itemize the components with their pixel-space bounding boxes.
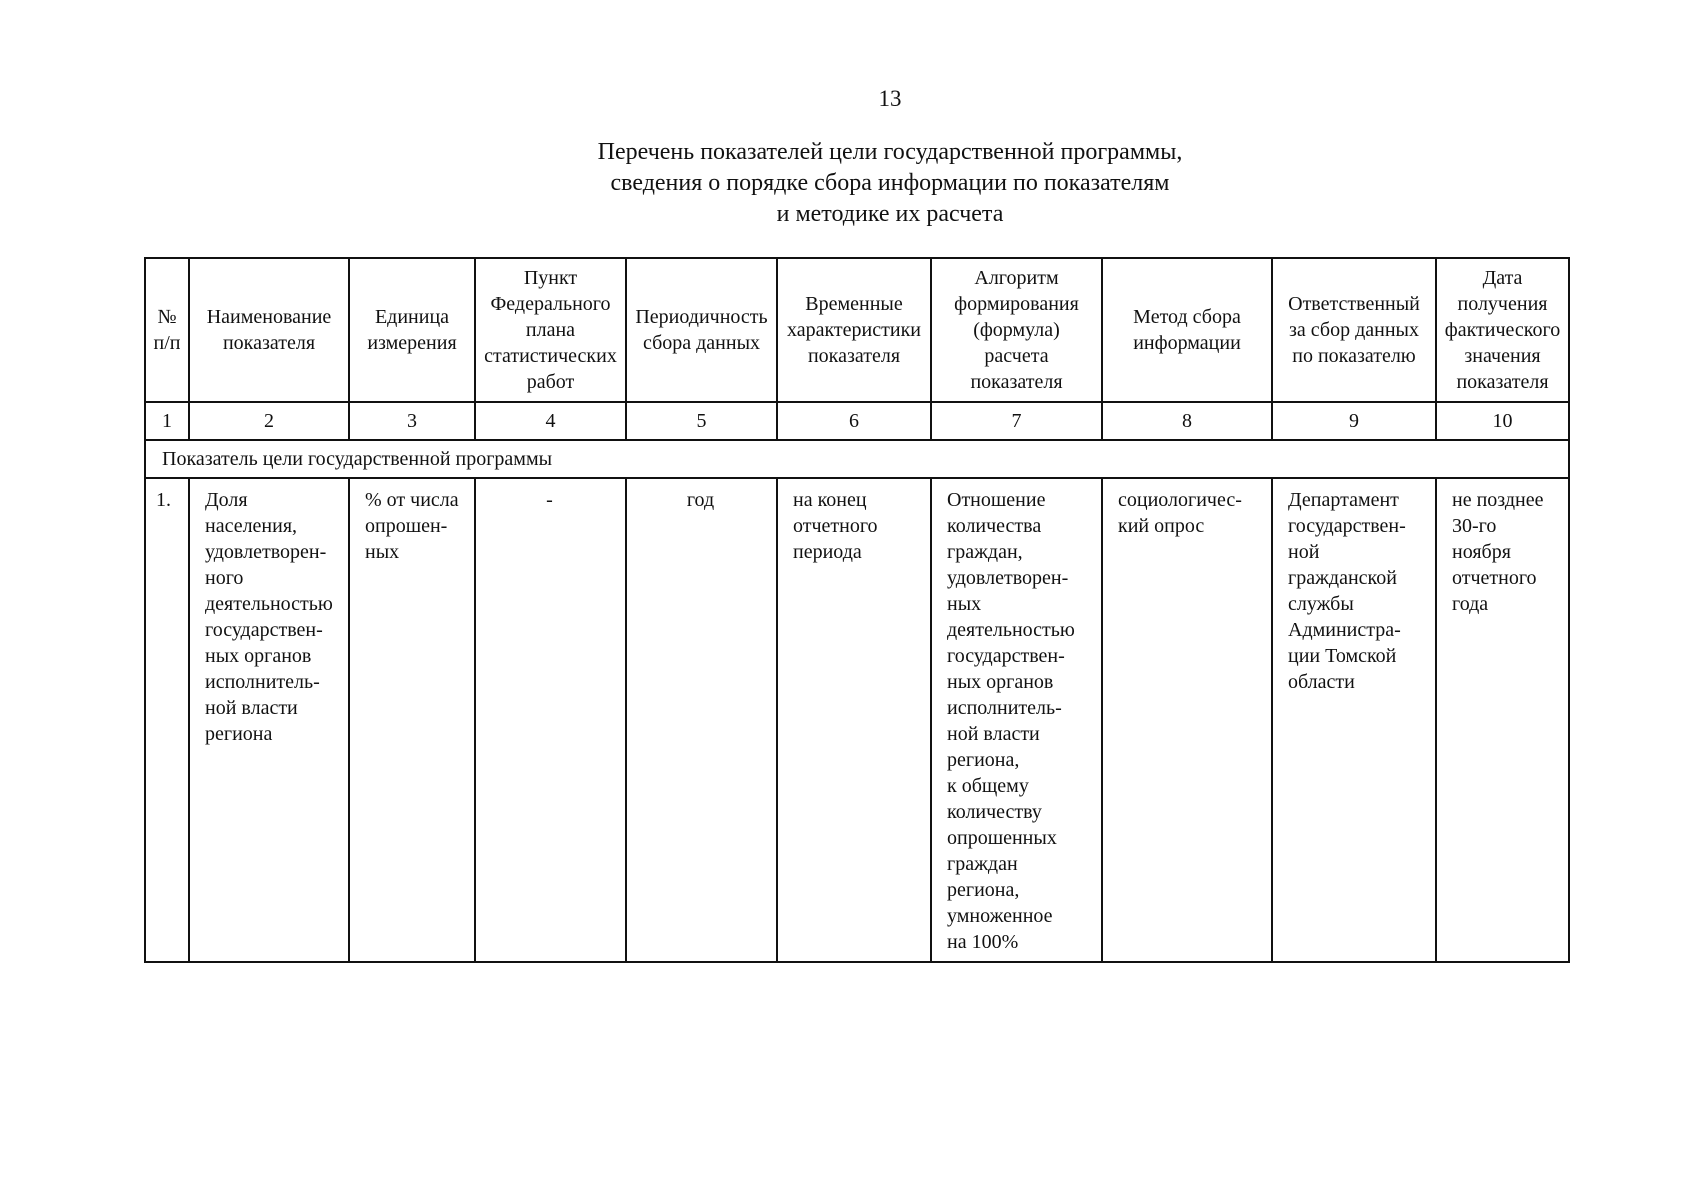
federal-plan-item-cell: - (475, 478, 626, 962)
indicators-table (144, 257, 1570, 963)
collection-method-cell: социологичес- кий опрос (1102, 478, 1272, 962)
header-indicator-name: Наименование показателя (189, 258, 349, 402)
column-number: 1 (145, 402, 189, 440)
header-algorithm: Алгоритм формирования (формула) расчета показателя (931, 258, 1102, 402)
title-line: Перечень показателей цели государственной программы, (597, 139, 1183, 165)
section-label: Показатель цели государственной программы (145, 440, 1569, 478)
column-number: 10 (1436, 402, 1569, 440)
header-number: № п/п (145, 258, 189, 402)
date-received-cell: не позднее 30-го ноября отчетного года (1436, 478, 1569, 962)
title-line: сведения о порядке сбора информации по показателям (610, 170, 1170, 196)
header-responsible: Ответственный за сбор данных по показателю (1272, 258, 1436, 402)
column-number: 5 (626, 402, 777, 440)
table-header-row (145, 258, 1569, 402)
algorithm-cell: Отношение количества граждан, удовлетворен- ных деятельностью государствен- ных органов исполнитель- ной власти региона, к общему количеству опрошенных граждан региона, умноженное на 100% (931, 478, 1102, 962)
header-collection-method: Метод сбора информации (1102, 258, 1272, 402)
indicator-name-cell: Доля населения, удовлетворен- ного деятельностью государствен- ных органов исполнитель- ной власти региона (189, 478, 349, 962)
time-characteristics-cell: на конец отчетного периода (777, 478, 931, 962)
responsible-cell: Департамент государствен- ной гражданской службы Администра- ции Томской области (1272, 478, 1436, 962)
column-number: 4 (475, 402, 626, 440)
row-number-cell: 1. (145, 478, 189, 962)
column-number: 8 (1102, 402, 1272, 440)
header-date-received: Дата получения фактического значения показателя (1436, 258, 1569, 402)
column-number-row (145, 402, 1569, 440)
column-number: 6 (777, 402, 931, 440)
document-title (0, 137, 1698, 230)
header-time-characteristics: Временные характеристики показателя (777, 258, 931, 402)
unit-cell: % от числа опрошен- ных (349, 478, 475, 962)
header-unit: Единица измерения (349, 258, 475, 402)
column-number: 2 (189, 402, 349, 440)
column-number: 9 (1272, 402, 1436, 440)
header-periodicity: Периодичность сбора данных (626, 258, 777, 402)
header-federal-plan-item: Пункт Федерального плана статистических работ (475, 258, 626, 402)
table-row (145, 478, 1569, 962)
section-row (145, 440, 1569, 478)
periodicity-cell: год (626, 478, 777, 962)
column-number: 3 (349, 402, 475, 440)
column-number: 7 (931, 402, 1102, 440)
page-number: 13 (878, 86, 902, 111)
title-line: и методике их расчета (776, 201, 1004, 227)
